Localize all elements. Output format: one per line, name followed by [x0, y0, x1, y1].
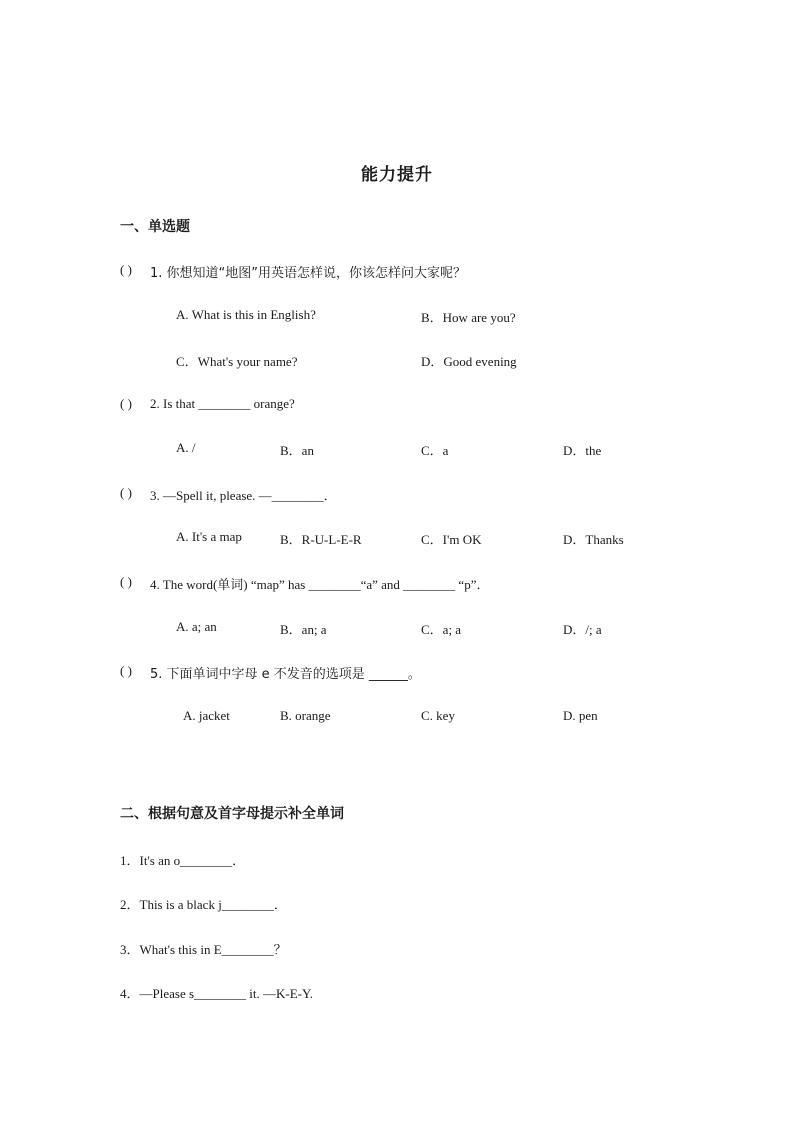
fill-in-item: 4．—Please s________ it. —K-E-Y.: [120, 986, 313, 1001]
option-c: C．I'm OK: [421, 532, 482, 547]
section-heading-single-choice: 一、单选题: [120, 219, 190, 235]
option-b: B．How are you?: [421, 310, 516, 325]
section-heading-fill-in: 二、根据句意及首字母提示补全单词: [120, 806, 344, 822]
question-text: 3. —Spell it, please. —________．: [150, 488, 337, 503]
option-c: C．a; a: [421, 622, 462, 637]
option-a: A. a; an: [176, 619, 217, 634]
option-a: A. It's a map: [176, 529, 242, 544]
option-b: B. orange: [280, 708, 331, 723]
option-a: A. jacket: [183, 708, 230, 723]
question-answer-blank: ( ): [120, 262, 132, 277]
option-b: B．R-U-L-E-R: [280, 532, 362, 547]
option-d: D．Good evening: [421, 354, 517, 369]
question-answer-blank: ( ): [120, 663, 132, 678]
option-b: B．an: [280, 443, 314, 458]
option-c: C. key: [421, 708, 455, 723]
option-a: A. What is this in English?: [176, 307, 316, 322]
question-text: 5. 下面单词中字母 e 不发音的选项是 ______。: [150, 667, 421, 682]
fill-in-item: 3．What's this in E________？: [120, 942, 287, 957]
option-d: D. pen: [563, 708, 598, 723]
option-c: C．a: [421, 443, 449, 458]
option-d: D．/; a: [563, 622, 602, 637]
question-answer-blank: ( ): [120, 485, 132, 500]
option-c: C．What's your name?: [176, 354, 298, 369]
fill-in-item: 2．This is a black j________．: [120, 897, 287, 912]
option-b: B．an; a: [280, 622, 327, 637]
option-d: D．Thanks: [563, 532, 624, 547]
option-a: A. /: [176, 440, 196, 455]
page-title: 能力提升: [361, 165, 433, 185]
question-text: 2. Is that ________ orange?: [150, 396, 295, 411]
option-d: D．the: [563, 443, 602, 458]
question-text: 4. The word(单词) “map” has ________“a” and ________ “p”．: [150, 577, 490, 592]
question-answer-blank: ( ): [120, 574, 132, 589]
fill-in-item: 1．It's an o________．: [120, 853, 246, 868]
question-text: 1. 你想知道“地图”用英语怎样说，你该怎样问大家呢？: [150, 266, 467, 281]
question-answer-blank: ( ): [120, 396, 132, 411]
